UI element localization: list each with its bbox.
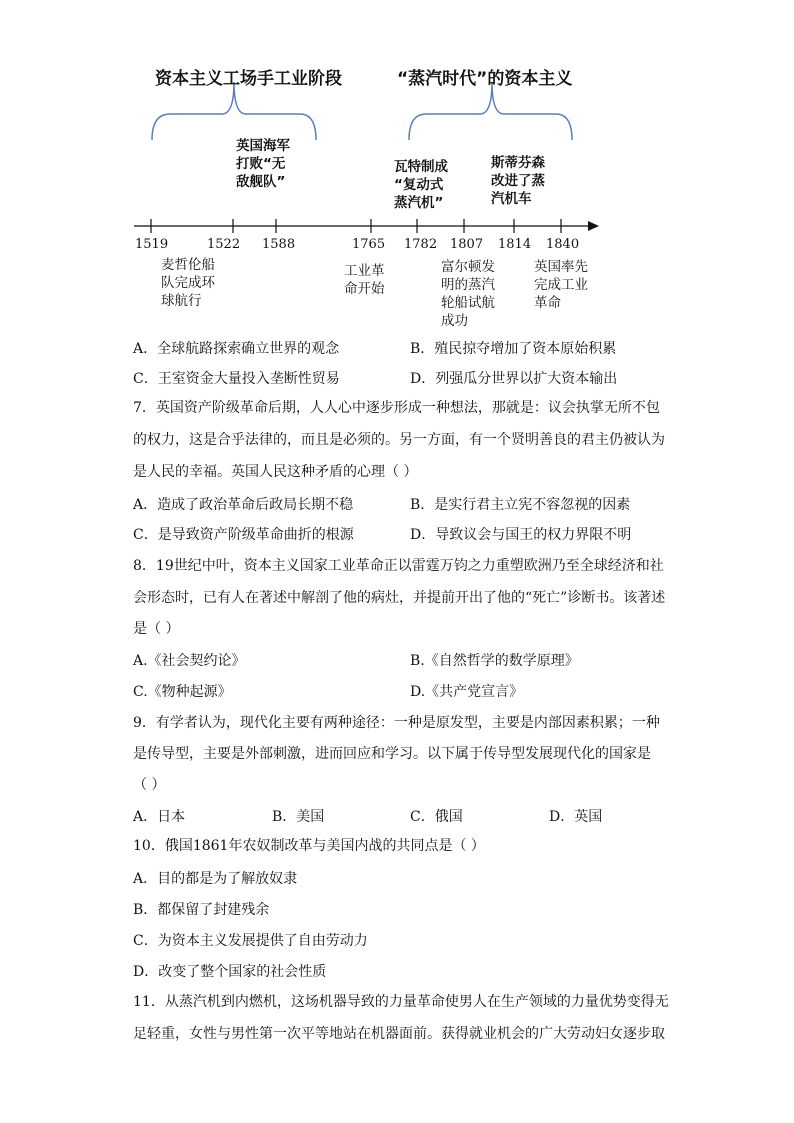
q8-stem-line: 8．19世纪中叶，资本主义国家工业革命正以雷霆万钧之力重塑欧洲乃至全球经济和社 bbox=[133, 558, 664, 574]
q10-option-a: A．目的都是为了解放奴隶 bbox=[133, 871, 298, 887]
q7-stem-line: 的权力，这是合乎法律的，而且是必须的。另一方面，有一个贤明善良的君主仍被认为 bbox=[133, 432, 665, 448]
year-label: 1765 bbox=[352, 237, 386, 252]
left-brace bbox=[152, 82, 316, 140]
timeline-arrow bbox=[588, 221, 599, 231]
year-label: 1519 bbox=[135, 237, 169, 252]
q6-option-d: D．列强瓜分世界以扩大资本输出 bbox=[410, 371, 618, 387]
event-1814: 斯蒂芬森 改进了蒸 汽机车 bbox=[491, 155, 545, 207]
q7-option-d: D．导致议会与国王的权力界限不明 bbox=[410, 527, 632, 543]
q6-option-b: B．殖民掠夺增加了资本原始积累 bbox=[410, 341, 617, 357]
event-1807: 富尔顿发 明的蒸汽 轮船试航 成功 bbox=[441, 259, 495, 329]
q8-option-a: A.《社会契约论》 bbox=[133, 653, 246, 669]
q10-option-d: D．改变了整个国家的社会性质 bbox=[133, 964, 327, 980]
event-1588: 英国海军 打败“无 敌舰队” bbox=[236, 138, 290, 190]
event-1840: 英国率先 完成工业 革命 bbox=[534, 259, 588, 311]
q9-stem-line: （ ） bbox=[133, 777, 166, 793]
right-brace bbox=[409, 82, 572, 140]
q7-option-c: C．是导致资产阶级革命曲折的根源 bbox=[133, 527, 354, 543]
q9-option-d: D．英国 bbox=[549, 809, 603, 825]
q8-stem-line: 会形态时，已有人在著述中解剖了他的病灶，并提前开出了他的“死亡”诊断书。该著述 bbox=[133, 590, 666, 606]
q8-option-d: D.《共产党宣言》 bbox=[410, 684, 524, 700]
q11-stem-line: 11．从蒸汽机到内燃机，这场机器导致的力量革命使男人在生产领域的力量优势变得无 bbox=[133, 994, 669, 1010]
q8-option-c: C.《物种起源》 bbox=[133, 684, 232, 700]
q9-option-c: C．俄国 bbox=[410, 809, 463, 825]
event-1782: 瓦特制成 “复动式 蒸汽机” bbox=[394, 159, 448, 211]
year-label: 1782 bbox=[404, 237, 438, 252]
q9-option-b: B．美国 bbox=[272, 809, 325, 825]
q6-option-c: C．王室资金大量投入垄断性贸易 bbox=[133, 371, 340, 387]
year-label: 1814 bbox=[498, 237, 532, 252]
q8-option-b: B.《自然哲学的数学原理》 bbox=[410, 653, 579, 669]
event-1522: 麦哲伦船 队完成环 球航行 bbox=[161, 257, 215, 309]
q7-stem-line: 7．英国资产阶级革命后期，人人心中逐步形成一种想法，那就是：议会执掌无所不包 bbox=[133, 400, 660, 416]
q11-stem-line: 足轻重，女性与男性第一次平等地站在机器面前。获得就业机会的广大劳动妇女逐步取 bbox=[133, 1026, 665, 1042]
phase-left-label: 资本主义工场手工业阶段 bbox=[155, 69, 342, 89]
q10-option-c: C．为资本主义发展提供了自由劳动力 bbox=[133, 933, 368, 949]
q9-stem-line: 是传导型，主要是外部刺激，进而回应和学习。以下属于传导型发展现代化的国家是 bbox=[133, 746, 651, 762]
q7-option-b: B．是实行君主立宪不容忽视的因素 bbox=[410, 497, 631, 513]
year-label: 1840 bbox=[546, 237, 580, 252]
year-label: 1522 bbox=[207, 237, 241, 252]
event-1765: 工业革 命开始 bbox=[344, 263, 385, 297]
q6-option-a: A．全球航路探索确立世界的观念 bbox=[133, 341, 340, 357]
q7-stem-line: 是人民的幸福。英国人民这种矛盾的心理（ ） bbox=[133, 464, 418, 480]
q10-stem-line: 10．俄国1861年农奴制改革与美国内战的共同点是（ ） bbox=[133, 838, 485, 854]
q9-option-a: A．日本 bbox=[133, 809, 186, 825]
q9-stem-line: 9．有学者认为，现代化主要有两种途径：一种是原发型，主要是内部因素积累；一种 bbox=[133, 715, 660, 731]
q8-stem-line: 是（ ） bbox=[133, 621, 180, 637]
q10-option-b: B．都保留了封建残余 bbox=[133, 902, 270, 918]
phase-right-label: “蒸汽时代”的资本主义 bbox=[397, 69, 573, 89]
year-label: 1588 bbox=[262, 237, 296, 252]
year-label: 1807 bbox=[450, 237, 484, 252]
q7-option-a: A．造成了政治革命后政局长期不稳 bbox=[133, 497, 354, 513]
